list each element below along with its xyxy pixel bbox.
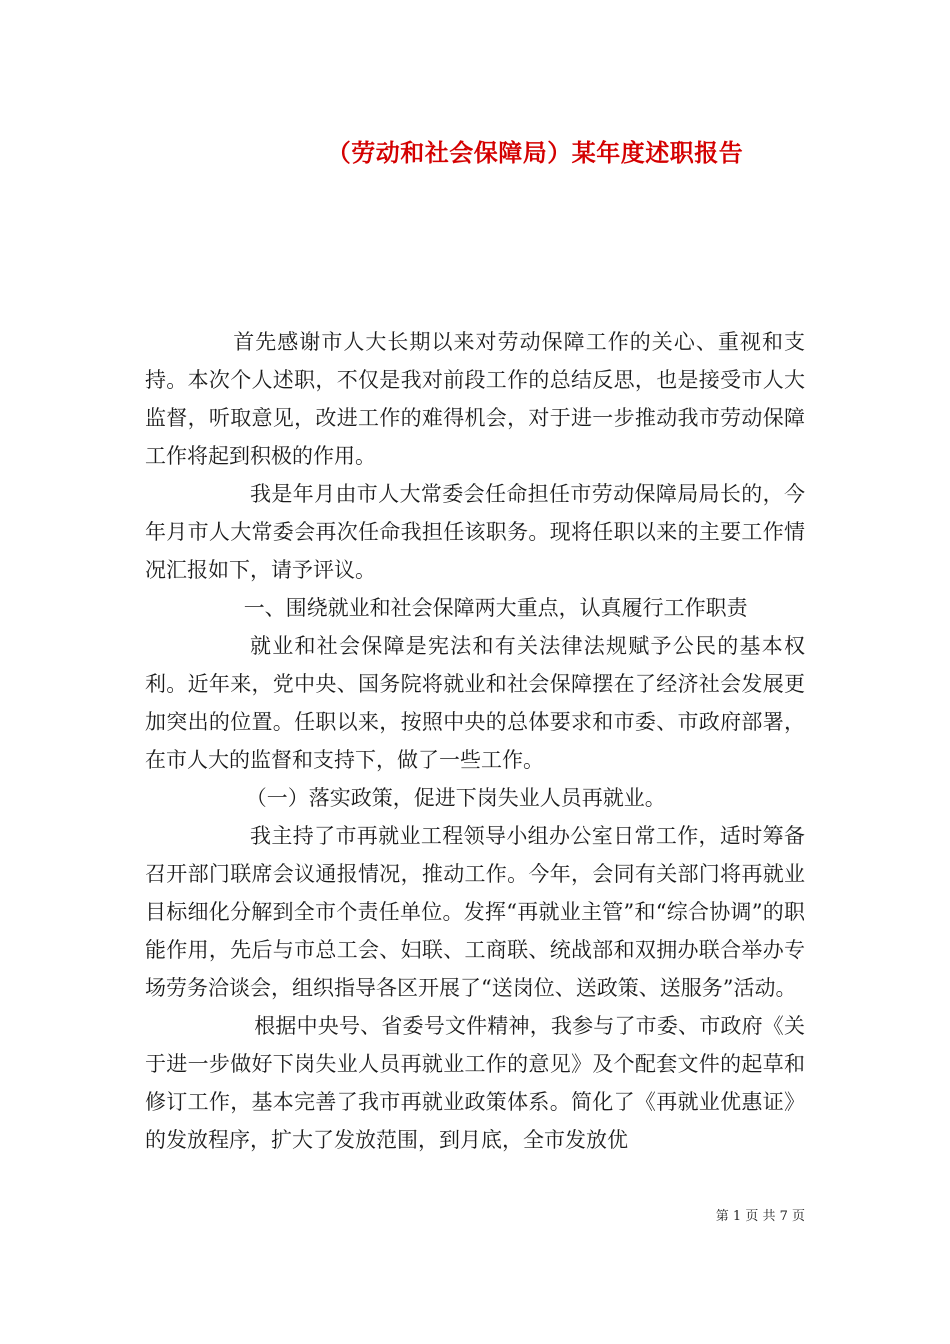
paragraph-reemployment: 我主持了市再就业工程领导小组办公室日常工作，适时筹备召开部门联席会议通报情况，推动工作。今年，会同有关部门将再就业目标细化分解到全市个责任单位。发挥“再就业主管”和“综合协调”的职能作用，先后与市总工会、妇联、工商联、统战部和双拥办联合举办专场劳务洽谈会，组织指导各区开展了“送岗位、送政策、送服务”活动。 bbox=[145, 824, 805, 1000]
section-heading-1: 一、围绕就业和社会保障两大重点，认真履行工作职责 bbox=[243, 596, 748, 620]
subsection-heading-1: （一）落实政策，促进下岗失业人员再就业。 bbox=[245, 786, 666, 810]
paragraph-appointment: 我是年月由市人大常委会任命担任市劳动保障局局长的，今年月市人大常委会再次任命我担任该职务。现将任职以来的主要工作情况汇报如下，请予评议。 bbox=[145, 482, 805, 582]
document-title-text: （劳动和社会保障局）某年度述职报告 bbox=[326, 138, 744, 167]
paragraph-intro: 首先感谢市人大长期以来对劳动保障工作的关心、重视和支持。本次个人述职，不仅是我对前段工作的总结反思，也是接受市人大监督，听取意见，改进工作的难得机会，对于进一步推动我市劳动保障工作将起到积极的作用。 bbox=[145, 330, 805, 468]
page-footer: 第 1 页 共 7 页 bbox=[715, 1209, 805, 1224]
document-title bbox=[0, 133, 950, 168]
paragraph-policy: 根据中央号、省委号文件精神，我参与了市委、市政府《关于进一步做好下岗失业人员再就业工作的意见》及个配套文件的起草和修订工作，基本完善了我市再就业政策体系。简化了《再就业优惠证》的发放程序，扩大了发放范围，到月底，全市发放优 bbox=[145, 1014, 805, 1152]
paragraph-section-1-body: 就业和社会保障是宪法和有关法律法规赋予公民的基本权利。近年来，党中央、国务院将就业和社会保障摆在了经济社会发展更加突出的位置。任职以来，按照中央的总体要求和市委、市政府部署，在市人大的监督和支持下，做了一些工作。 bbox=[145, 634, 805, 772]
document-body bbox=[145, 323, 805, 1159]
